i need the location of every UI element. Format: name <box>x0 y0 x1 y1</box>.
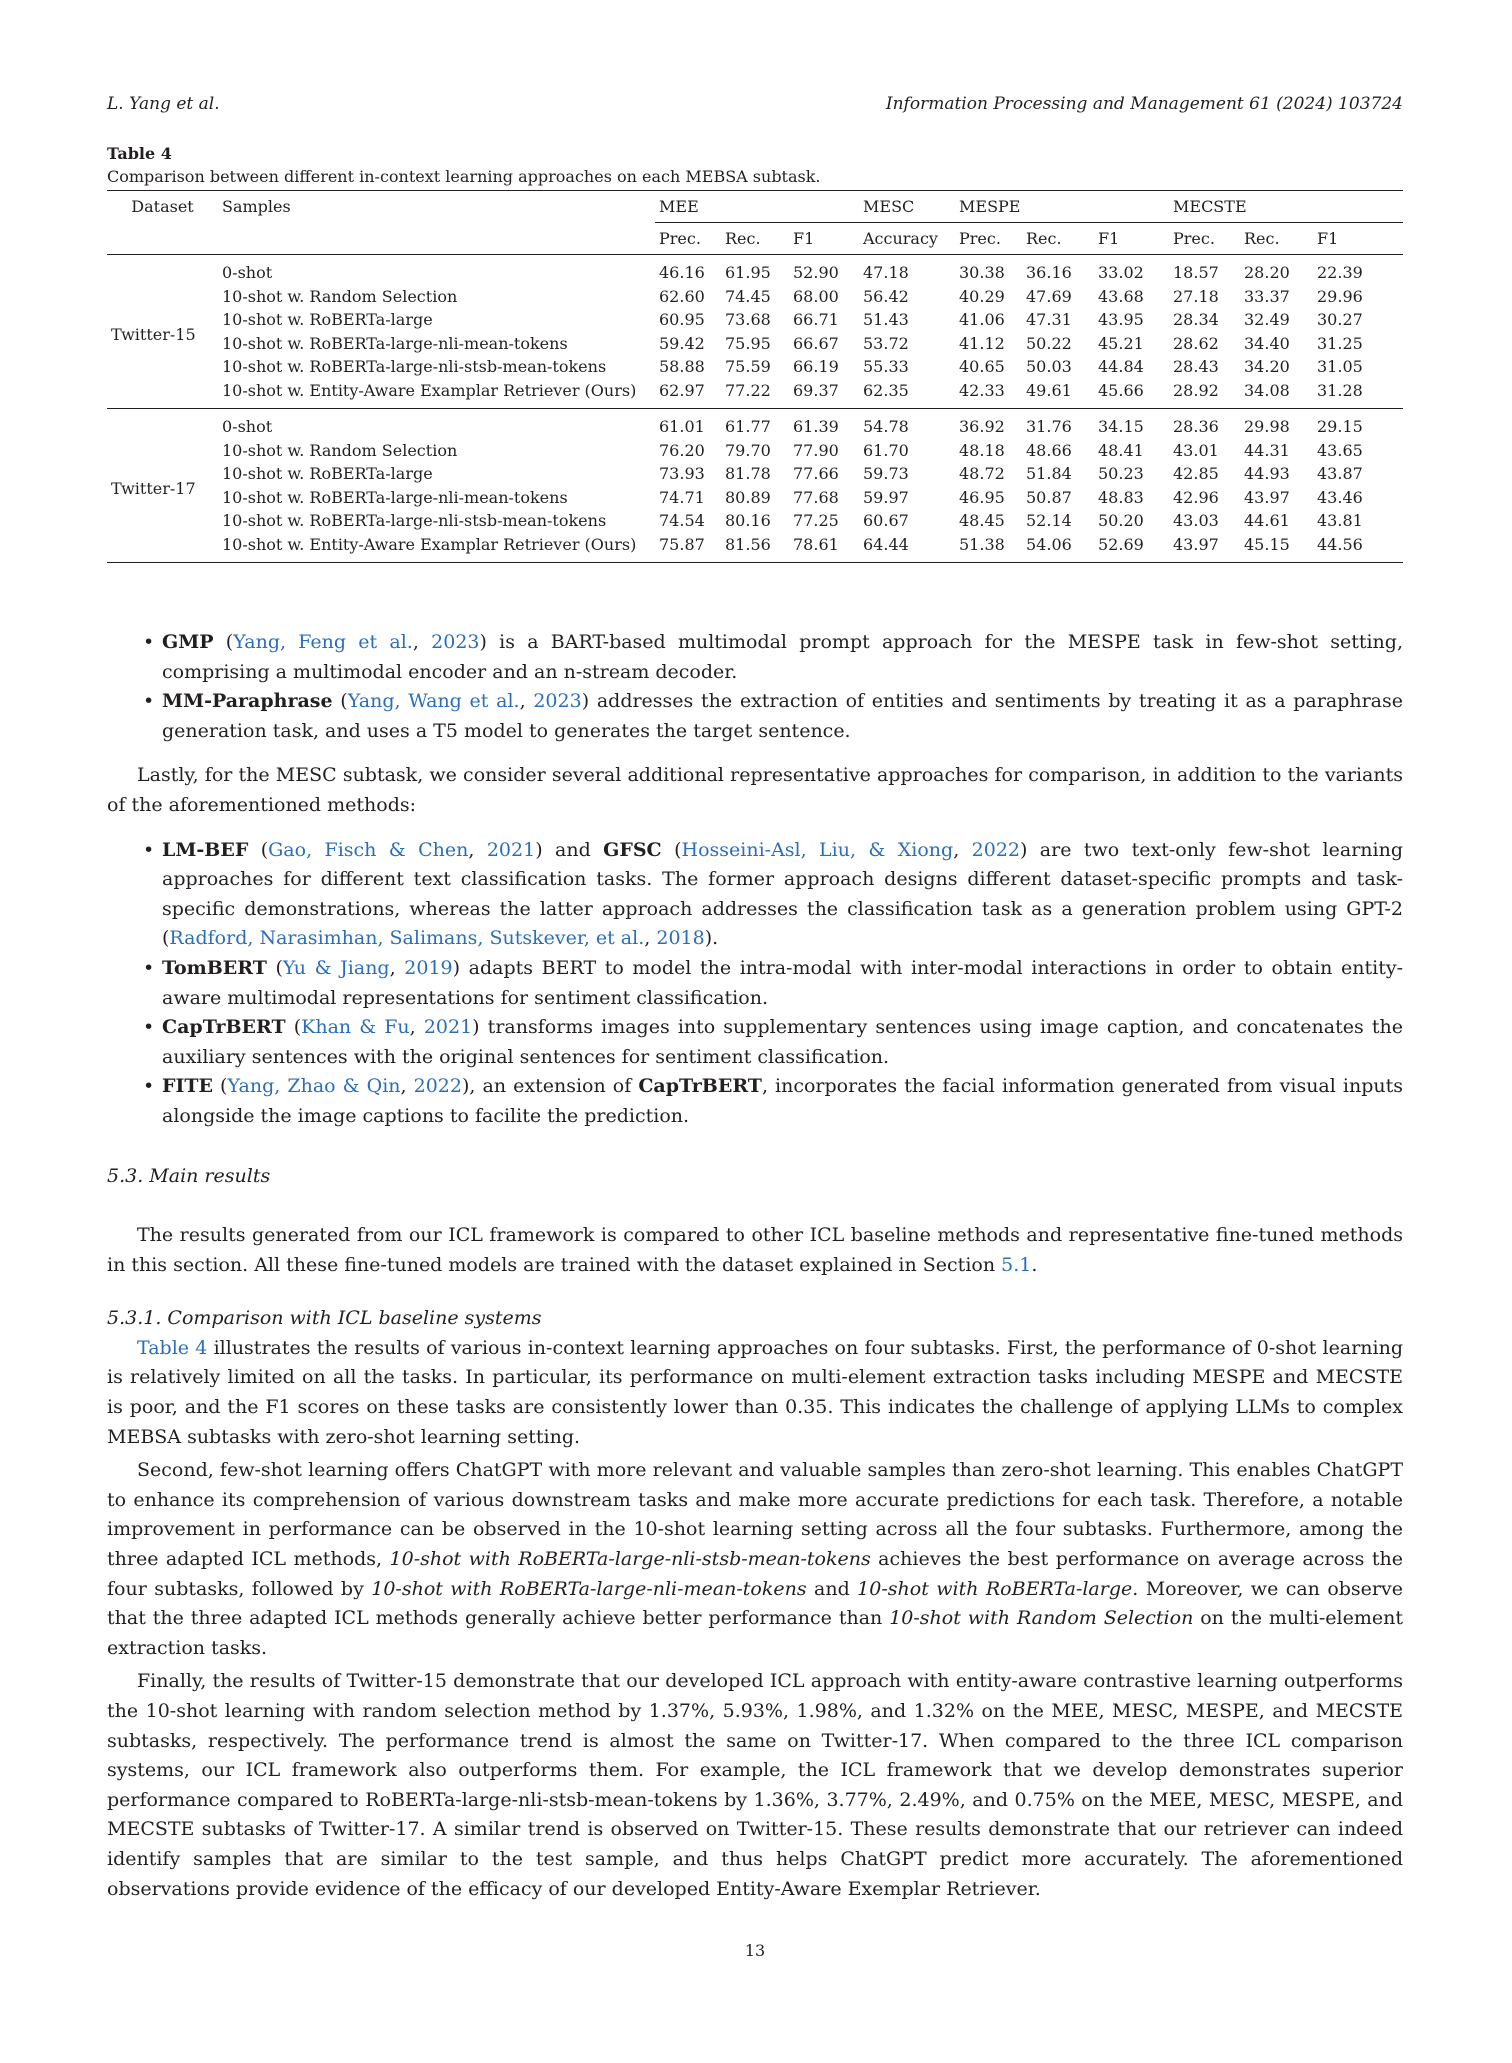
value-cell: 18.57 <box>1173 263 1219 283</box>
value-cell: 28.20 <box>1244 263 1290 283</box>
value-cell: 52.14 <box>1026 511 1072 531</box>
value-cell: 59.42 <box>659 333 705 353</box>
value-cell: 30.38 <box>959 263 1005 283</box>
value-cell: 28.36 <box>1173 417 1219 437</box>
value-cell: 40.65 <box>959 357 1005 377</box>
subheader-cell: Rec. <box>1244 229 1280 248</box>
value-cell: 43.95 <box>1098 310 1144 330</box>
value-cell: 48.45 <box>959 511 1005 531</box>
method-list-b <box>107 836 1403 1132</box>
table-caption: Comparison between different in-context learning approaches on each MEBSA subtask. <box>107 167 821 186</box>
value-cell: 31.25 <box>1317 333 1363 353</box>
header-mesc: MESC <box>859 191 955 223</box>
paragraph-lastly: Lastly, for the MESC subtask, we consider several additional representative approaches for comparison, in addition to the variants of the aforementioned methods: <box>107 764 1403 816</box>
table-row <box>107 409 1403 439</box>
value-cell: 41.06 <box>959 310 1005 330</box>
subheader-cell: Prec. <box>1173 229 1215 248</box>
table-row <box>107 355 1403 379</box>
value-cell: 54.06 <box>1026 534 1072 554</box>
value-cell: 61.01 <box>659 417 705 437</box>
citation-link[interactable]: Yang, Feng et al. <box>233 631 413 653</box>
bullet-text: ). <box>704 927 719 950</box>
value-cell: 48.41 <box>1098 440 1144 460</box>
table-row <box>107 439 1403 463</box>
subheader-cell: Accuracy <box>863 229 938 248</box>
citation-link[interactable]: Khan & Fu <box>301 1016 410 1039</box>
value-cell: 30.27 <box>1317 310 1363 330</box>
section-heading-5-3: 5.3. Main results <box>107 1164 271 1187</box>
value-cell: 28.43 <box>1173 357 1219 377</box>
value-cell: 48.18 <box>959 440 1005 460</box>
value-cell: 47.69 <box>1026 286 1072 306</box>
value-cell: 34.20 <box>1244 357 1290 377</box>
bullet-text: ) transforms images into supplementary sentences using image caption, and concatenates the auxiliary sentences with the original sentences for sentiment classification. <box>162 1016 1403 1068</box>
citation-link[interactable]: Yu & Jiang <box>282 956 390 979</box>
value-cell: 43.01 <box>1173 440 1219 460</box>
value-cell: 42.96 <box>1173 487 1219 507</box>
value-cell: 48.66 <box>1026 440 1072 460</box>
value-cell: 46.95 <box>959 487 1005 507</box>
value-cell: 28.34 <box>1173 310 1219 330</box>
results-table <box>107 190 1403 563</box>
subheader-cell: Rec. <box>1026 229 1062 248</box>
value-cell: 31.28 <box>1317 380 1363 400</box>
value-cell: 43.97 <box>1173 534 1219 554</box>
value-cell: 68.00 <box>793 286 839 306</box>
value-cell: 61.77 <box>725 417 771 437</box>
value-cell: 45.66 <box>1098 380 1144 400</box>
value-cell: 42.85 <box>1173 464 1219 484</box>
header-mee: MEE <box>655 191 859 223</box>
method-ref: 10-shot with RoBERTa-large-nli-stsb-mean-tokens <box>389 1548 871 1571</box>
value-cell: 59.97 <box>863 487 909 507</box>
value-cell: 28.62 <box>1173 333 1219 353</box>
value-cell: 29.15 <box>1317 417 1363 437</box>
samples-cell: 0-shot <box>222 263 273 283</box>
value-cell: 60.67 <box>863 511 909 531</box>
value-cell: 77.90 <box>793 440 839 460</box>
value-cell: 62.97 <box>659 380 705 400</box>
method-ref: 10-shot with RoBERTa-large-nli-mean-tokens <box>371 1577 807 1600</box>
table-row <box>107 486 1403 510</box>
value-cell: 50.03 <box>1026 357 1072 377</box>
header-mecste: MECSTE <box>1169 191 1403 223</box>
value-cell: 61.70 <box>863 440 909 460</box>
value-cell: 29.96 <box>1317 286 1363 306</box>
header-mespe: MESPE <box>955 191 1169 223</box>
value-cell: 22.39 <box>1317 263 1363 283</box>
value-cell: 58.88 <box>659 357 705 377</box>
citation-year-link[interactable]: 2023 <box>431 631 480 653</box>
value-cell: 43.46 <box>1317 487 1363 507</box>
value-cell: 81.56 <box>725 534 771 554</box>
value-cell: 61.95 <box>725 263 771 283</box>
bullet-lm-bef: • LM-BEF (Gao, Fisch & Chen, 2021) and GFSC (Hosseini-Asl, Liu, & Xiong, 2022) are two text-only few-shot learning approaches for different text classification tasks. The former approach designs different dataset-specific prompts and task-specific demonstrations, whereas the latter approach addresses the classification task as a generation problem using GPT-2 (Radford, Narasimhan, Salimans, Sutskever, et al., 2018). <box>107 836 1403 954</box>
value-cell: 55.33 <box>863 357 909 377</box>
value-cell: 61.39 <box>793 417 839 437</box>
subheader-cell: Prec. <box>959 229 1001 248</box>
value-cell: 77.68 <box>793 487 839 507</box>
paragraph-text: achieves the best performance on average across the four subtasks, followed by <box>107 1548 1403 1600</box>
paragraph-text: illustrates the results of various in-context learning approaches on four subtasks. First, the performance of 0-shot learning is relatively limited on all the tasks. In particular, its performance on multi-element extraction tasks including MESPE and MECSTE is poor, and the F1 scores on these tasks are consistently lower than 0.35. This indicates the challenge of applying LLMs to complex MEBSA subtasks with zero-shot learning setting. <box>107 1336 1403 1448</box>
paragraph-text: . <box>1031 1253 1038 1276</box>
value-cell: 33.02 <box>1098 263 1144 283</box>
bullet-fite: • FITE (Yang, Zhao & Qin, 2022), an extension of CapTrBERT, incorporates the facial information generated from visual inputs alongside the image captions to facilite the prediction. <box>107 1072 1403 1131</box>
value-cell: 66.19 <box>793 357 839 377</box>
bullet-mm-paraphrase: • MM-Paraphrase (Yang, Wang et al., 2023) addresses the extraction of entities and sentiments by treating it as a paraphrase generation task, and uses a T5 model to generates the target sentence. <box>107 687 1403 746</box>
method-name: FITE <box>162 1075 213 1098</box>
citation-year-link[interactable]: 2022 <box>971 838 1020 861</box>
value-cell: 80.89 <box>725 487 771 507</box>
table-row <box>107 509 1403 533</box>
value-cell: 44.84 <box>1098 357 1144 377</box>
bullet-text: ) and <box>535 838 604 861</box>
value-cell: 42.33 <box>959 380 1005 400</box>
value-cell: 60.95 <box>659 310 705 330</box>
value-cell: 44.61 <box>1244 511 1290 531</box>
value-cell: 49.61 <box>1026 380 1072 400</box>
samples-cell: 10-shot w. Random Selection <box>222 440 458 460</box>
paragraph-text: on the multi-element extraction tasks. <box>107 1607 1404 1659</box>
value-cell: 74.71 <box>659 487 705 507</box>
paragraph-main-results <box>107 1221 1403 1280</box>
value-cell: 36.92 <box>959 417 1005 437</box>
table-row <box>107 308 1403 332</box>
paragraph-text: The results generated from our ICL framework is compared to other ICL baseline methods and representative fine-tuned methods in this section. All these fine-tuned models are trained with the dataset explained in Section <box>107 1224 1403 1276</box>
method-name: GMP <box>162 631 214 653</box>
value-cell: 43.68 <box>1098 286 1144 306</box>
value-cell: 27.18 <box>1173 286 1219 306</box>
method-list-a <box>107 628 1403 746</box>
bullet-text: ) addresses the extraction of entities and sentiments by treating it as a paraphrase generation task, and uses a T5 model to generates the target sentence. <box>162 690 1403 742</box>
value-cell: 43.87 <box>1317 464 1363 484</box>
value-cell: 50.22 <box>1026 333 1072 353</box>
table-ref-link[interactable]: Table 4 <box>137 1336 208 1359</box>
value-cell: 73.93 <box>659 464 705 484</box>
value-cell: 79.70 <box>725 440 771 460</box>
value-cell: 81.78 <box>725 464 771 484</box>
section-ref-link[interactable]: 5.1 <box>1001 1253 1032 1276</box>
value-cell: 56.42 <box>863 286 909 306</box>
samples-cell: 10-shot w. RoBERTa-large <box>222 464 433 484</box>
samples-cell: 10-shot w. RoBERTa-large-nli-mean-tokens <box>222 487 568 507</box>
value-cell: 45.21 <box>1098 333 1144 353</box>
value-cell: 48.83 <box>1098 487 1144 507</box>
subheader-cell: F1 <box>1098 229 1120 248</box>
value-cell: 40.29 <box>959 286 1005 306</box>
subheader-cell: F1 <box>793 229 815 248</box>
section-heading-5-3-1: 5.3.1. Comparison with ICL baseline systems <box>107 1307 542 1330</box>
samples-cell: 10-shot w. RoBERTa-large <box>222 310 433 330</box>
body-text <box>107 628 1403 1904</box>
value-cell: 28.92 <box>1173 380 1219 400</box>
value-cell: 43.03 <box>1173 511 1219 531</box>
table-row <box>107 379 1403 409</box>
value-cell: 75.87 <box>659 534 705 554</box>
citation-link[interactable]: Yang, Zhao & Qin <box>227 1075 401 1098</box>
bullet-text: ) are two text-only few-shot learning approaches for different text classification tasks. The former approach designs different dataset-specific prompts and task-specific demonstrations, whereas the latter approach addresses the classification task as a generation problem using GPT-2 ( <box>162 838 1403 950</box>
value-cell: 41.12 <box>959 333 1005 353</box>
paragraph-icl-3: Finally, the results of Twitter-15 demonstrate that our developed ICL approach with entity-aware contrastive learning outperforms the 10-shot learning with random selection method by 1.37%, 5.93%, 1.98%, and 1.32% on the MEE, MESC, MESPE, and MECSTE subtasks, respectively. The performance trend is almost the same on Twitter-17. When compared to the three ICL comparison systems, our ICL framework also outperforms them. For example, the ICL framework that we develop demonstrates superior performance compared to RoBERTa-large-nli-stsb-mean-tokens by 1.36%, 3.77%, 2.49%, and 0.75% on the MEE, MESC, MESPE, and MECSTE subtasks of Twitter-17. A similar trend is observed on Twitter-15. These results demonstrate that our retriever can indeed identify samples that are similar to the test sample, and thus helps ChatGPT predict more accurately. The aforementioned observations provide evidence of the efficacy of our developed Entity-Aware Exemplar Retriever. <box>107 1670 1403 1900</box>
value-cell: 80.16 <box>725 511 771 531</box>
method-name: LM-BEF <box>162 838 249 861</box>
value-cell: 64.44 <box>863 534 909 554</box>
value-cell: 62.60 <box>659 286 705 306</box>
samples-cell: 10-shot w. Entity-Aware Examplar Retriever (Ours) <box>222 534 637 554</box>
subheader-cell: Prec. <box>659 229 701 248</box>
bullet-captrbert: • CapTrBERT (Khan & Fu, 2021) transforms images into supplementary sentences using image caption, and concatenates the auxiliary sentences with the original sentences for sentiment classification. <box>107 1013 1403 1072</box>
value-cell: 50.23 <box>1098 464 1144 484</box>
header-samples: Samples <box>222 197 291 217</box>
value-cell: 77.22 <box>725 380 771 400</box>
value-cell: 66.67 <box>793 333 839 353</box>
table-row <box>107 462 1403 486</box>
dataset-cell: Twitter-17 <box>111 479 196 498</box>
method-ref: 10-shot with Random Selection <box>889 1607 1194 1630</box>
value-cell: 77.66 <box>793 464 839 484</box>
table-group-twitter15 <box>107 255 1403 409</box>
table-group-twitter17 <box>107 409 1403 563</box>
value-cell: 53.72 <box>863 333 909 353</box>
value-cell: 51.84 <box>1026 464 1072 484</box>
value-cell: 69.37 <box>793 380 839 400</box>
value-cell: 47.31 <box>1026 310 1072 330</box>
page-number: 13 <box>744 1941 766 1960</box>
value-cell: 43.65 <box>1317 440 1363 460</box>
citation-link[interactable]: Yang, Wang et al. <box>347 690 520 713</box>
value-cell: 51.38 <box>959 534 1005 554</box>
table-row <box>107 255 1403 285</box>
table-label: Table 4 <box>107 144 172 163</box>
value-cell: 51.43 <box>863 310 909 330</box>
value-cell: 66.71 <box>793 310 839 330</box>
value-cell: 46.16 <box>659 263 705 283</box>
value-cell: 47.18 <box>863 263 909 283</box>
bullet-tombert: • TomBERT (Yu & Jiang, 2019) adapts BERT to model the intra-modal with inter-modal interactions in order to obtain entity-aware multimodal representations for sentiment classification. <box>107 954 1403 1013</box>
value-cell: 48.72 <box>959 464 1005 484</box>
citation-year-link[interactable]: 2018 <box>656 927 705 950</box>
paragraph-icl-2 <box>107 1456 1403 1663</box>
method-name: MM-Paraphrase <box>162 690 333 713</box>
samples-cell: 10-shot w. RoBERTa-large-nli-mean-tokens <box>222 333 568 353</box>
value-cell: 34.40 <box>1244 333 1290 353</box>
bullet-gmp: • GMP (Yang, Feng et al., 2023) is a BART-based multimodal prompt approach for the MESPE task in few-shot setting, comprising a multimodal encoder and an n-stream decoder. <box>107 628 1403 687</box>
bullet-text: , incorporates the facial information generated from visual inputs alongside the image captions to facilite the prediction. <box>162 1075 1403 1127</box>
value-cell: 75.59 <box>725 357 771 377</box>
paragraph-text: Second, few-shot learning offers ChatGPT with more relevant and valuable samples than zero-shot learning. This enables ChatGPT to enhance its comprehension of various downstream tasks and make more accurate predictions for each task. Therefore, a notable improvement in performance can be observed in the 10-shot learning setting across all the four subtasks. Furthermore, among the three adapted ICL methods, <box>107 1459 1403 1571</box>
value-cell: 43.97 <box>1244 487 1290 507</box>
bullet-text: ), an extension of <box>461 1075 639 1098</box>
samples-cell: 10-shot w. RoBERTa-large-nli-stsb-mean-tokens <box>222 357 607 377</box>
citation-year-link[interactable]: 2022 <box>413 1075 462 1098</box>
subheader-cell: Rec. <box>725 229 761 248</box>
value-cell: 31.76 <box>1026 417 1072 437</box>
value-cell: 52.69 <box>1098 534 1144 554</box>
value-cell: 44.31 <box>1244 440 1290 460</box>
table-row <box>107 533 1403 563</box>
value-cell: 59.73 <box>863 464 909 484</box>
table-row <box>107 332 1403 356</box>
samples-cell: 10-shot w. Random Selection <box>222 286 458 306</box>
table-row <box>107 285 1403 309</box>
method-name: CapTrBERT <box>638 1075 762 1098</box>
value-cell: 54.78 <box>863 417 909 437</box>
citation-link[interactable]: Radford, Narasimhan, Salimans, Sutskever, et al. <box>169 927 645 950</box>
header-dataset: Dataset <box>131 197 194 217</box>
value-cell: 73.68 <box>725 310 771 330</box>
value-cell: 76.20 <box>659 440 705 460</box>
method-name: TomBERT <box>162 956 267 979</box>
dataset-cell: Twitter-15 <box>111 325 196 344</box>
paragraph-text: and <box>806 1577 858 1600</box>
method-ref: 10-shot with RoBERTa-large <box>857 1577 1133 1600</box>
running-head-journal: Information Processing and Management 61 (2024) 103724 <box>885 94 1403 114</box>
citation-year-link[interactable]: 2023 <box>533 690 582 713</box>
value-cell: 74.54 <box>659 511 705 531</box>
value-cell: 45.15 <box>1244 534 1290 554</box>
value-cell: 77.25 <box>793 511 839 531</box>
value-cell: 74.45 <box>725 286 771 306</box>
samples-cell: 0-shot <box>222 417 273 437</box>
citation-year-link[interactable]: 2021 <box>423 1016 473 1039</box>
paragraph-text: . Moreover, we can observe that the three adapted ICL methods generally achieve better performance than <box>107 1577 1403 1630</box>
value-cell: 36.16 <box>1026 263 1072 283</box>
value-cell: 44.93 <box>1244 464 1290 484</box>
value-cell: 34.15 <box>1098 417 1144 437</box>
bullet-text: ) adapts BERT to model the intra-modal with inter-modal interactions in order to obtain entity-aware multimodal representations for sentiment classification. <box>162 956 1403 1009</box>
running-head-authors: L. Yang et al. <box>107 94 220 114</box>
value-cell: 75.95 <box>725 333 771 353</box>
value-cell: 52.90 <box>793 263 839 283</box>
value-cell: 43.81 <box>1317 511 1363 531</box>
citation-year-link[interactable]: 2021 <box>486 838 536 861</box>
citation-link[interactable]: Gao, Fisch & Chen <box>268 838 469 861</box>
value-cell: 31.05 <box>1317 357 1363 377</box>
value-cell: 32.49 <box>1244 310 1290 330</box>
method-name: GFSC <box>603 838 662 861</box>
paragraph-icl-1 <box>107 1334 1403 1452</box>
value-cell: 50.87 <box>1026 487 1072 507</box>
value-cell: 50.20 <box>1098 511 1144 531</box>
running-head <box>107 94 1403 114</box>
samples-cell: 10-shot w. Entity-Aware Examplar Retriever (Ours) <box>222 380 637 400</box>
citation-link[interactable]: Hosseini-Asl, Liu, & Xiong <box>681 838 954 861</box>
citation-year-link[interactable]: 2019 <box>404 956 453 979</box>
subheader-cell: F1 <box>1317 229 1339 248</box>
value-cell: 34.08 <box>1244 380 1290 400</box>
bullet-text: ) is a BART-based multimodal prompt approach for the MESPE task in few-shot setting, comprising a multimodal encoder and an n-stream decoder. <box>162 631 1403 683</box>
value-cell: 62.35 <box>863 380 909 400</box>
value-cell: 78.61 <box>793 534 839 554</box>
value-cell: 29.98 <box>1244 417 1290 437</box>
samples-cell: 10-shot w. RoBERTa-large-nli-stsb-mean-tokens <box>222 511 607 531</box>
value-cell: 44.56 <box>1317 534 1363 554</box>
value-cell: 33.37 <box>1244 286 1290 306</box>
method-name: CapTrBERT <box>162 1016 286 1039</box>
